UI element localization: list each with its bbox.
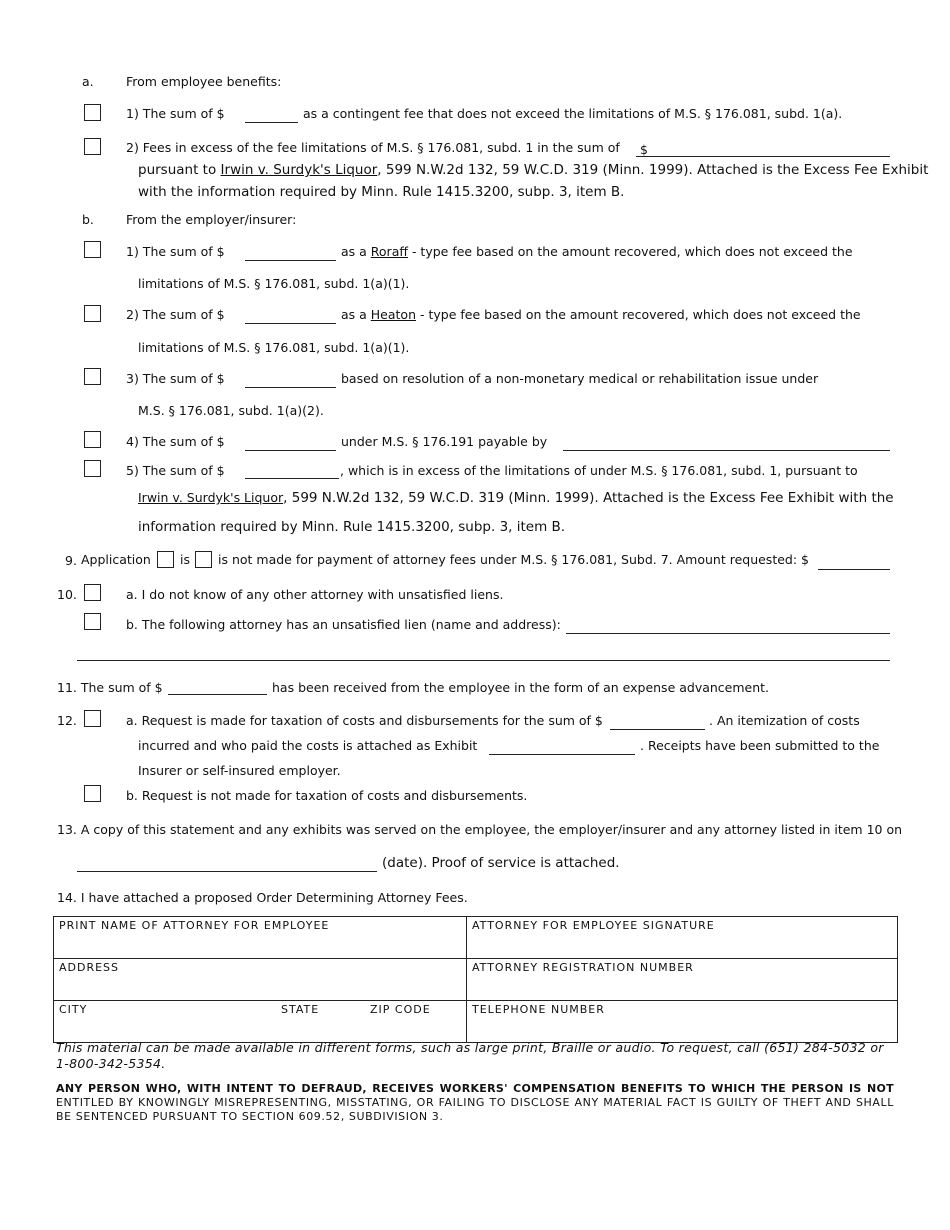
checkbox-item12a[interactable]: [84, 710, 101, 727]
city-label: CITY: [59, 1003, 88, 1016]
item9-is: is: [180, 552, 190, 567]
checkbox-b5[interactable]: [84, 460, 101, 477]
checkbox-b2[interactable]: [84, 305, 101, 322]
checkbox-item9-is[interactable]: [157, 551, 174, 568]
item9-text-pre: Application: [81, 552, 151, 567]
b5-text-pre: 5) The sum of $: [126, 463, 225, 478]
b3-line2: M.S. § 176.081, subd. 1(a)(2).: [138, 403, 324, 418]
b3-text-post: based on resolution of a non-monetary medical or rehabilitation issue under: [341, 371, 819, 386]
accessibility-note: This material can be made available in different forms, such as large print, Braille or audio. To request, call (651) 284-5032 or 1-800-342-5354.: [56, 1040, 884, 1071]
checkbox-item10b[interactable]: [84, 613, 101, 630]
item12a-text: a. Request is made for taxation of costs and disbursements for the sum of $: [126, 713, 603, 728]
item12a-line2-post: . Receipts have been submitted to the: [640, 738, 880, 753]
checkbox-item10a[interactable]: [84, 584, 101, 601]
a2-amount-field[interactable]: [636, 156, 890, 157]
a1-text-pre: 1) The sum of $: [126, 106, 225, 121]
b3-amount-field[interactable]: [245, 387, 336, 388]
item12a-line2: incurred and who paid the costs is attached as Exhibit: [138, 738, 478, 753]
a2-text-pre: 2) Fees in excess of the fee limitations of M.S. § 176.081, subd. 1 in the sum of: [126, 140, 620, 155]
item12a-amount-field[interactable]: [610, 729, 705, 730]
a2-line3: with the information required by Minn. Rule 1415.3200, subp. 3, item B.: [138, 184, 625, 200]
section-a-heading: From employee benefits:: [126, 74, 282, 89]
item9-text-post: is not made for payment of attorney fees under M.S. § 176.081, Subd. 7. Amount requested: $: [218, 552, 809, 567]
item11-amount-field[interactable]: [168, 694, 267, 695]
address-cell[interactable]: [54, 959, 467, 1001]
item12-exhibit-field[interactable]: [489, 754, 635, 755]
fraud-warning: ANY PERSON WHO, WITH INTENT TO DEFRAUD, RECEIVES WORKERS' COMPENSATION BENEFITS TO WHICH THE PERSON IS NOT ENTITLED BY KNOWINGLY MISREPRESENTING, MISSTATING, OR FAILING TO DISCLOSE ANY MATERIAL FACT IS GUILTY OF THEFT AND SHALL BE SENTENCED PURSUANT TO SECTION 609.52, SUBDIVISION 3.: [56, 1082, 894, 1123]
a1-text-post: as a contingent fee that does not exceed the limitations of M.S. § 176.081, subd. 1(a).: [303, 106, 843, 121]
item11-text-pre: 11. The sum of $: [57, 680, 163, 695]
registration-cell[interactable]: [467, 959, 898, 1001]
item9-amount-field[interactable]: [818, 569, 890, 570]
item12a-line3: Insurer or self-insured employer.: [138, 763, 341, 778]
print-name-label: PRINT NAME OF ATTORNEY FOR EMPLOYEE: [59, 919, 330, 932]
section-b-heading: From the employer/insurer:: [126, 212, 297, 227]
city-state-zip-cell[interactable]: [54, 1001, 467, 1043]
item10a-text: a. I do not know of any other attorney with unsatisfied liens.: [126, 587, 504, 602]
a2-case-name: Irwin v. Surdyk's Liquor: [220, 162, 378, 178]
signature-label: ATTORNEY FOR EMPLOYEE SIGNATURE: [472, 919, 715, 932]
item12a-text-post: . An itemization of costs: [709, 713, 860, 728]
b4-text-pre: 4) The sum of $: [126, 434, 225, 449]
item12b-text: b. Request is not made for taxation of costs and disbursements.: [126, 788, 528, 803]
item12-number: 12.: [57, 713, 77, 728]
b4-amount-field[interactable]: [245, 450, 336, 451]
a1-amount-field[interactable]: [245, 122, 298, 123]
item13-line2: (date). Proof of service is attached.: [382, 855, 620, 871]
b3-text-pre: 3) The sum of $: [126, 371, 225, 386]
state-label: STATE: [281, 1003, 320, 1016]
b2-text-post: as a Heaton - type fee based on the amount recovered, which does not exceed the: [341, 307, 861, 322]
item10-number: 10.: [57, 587, 77, 602]
checkbox-item9-is-not[interactable]: [195, 551, 212, 568]
b5-amount-field[interactable]: [245, 478, 339, 479]
b5-line2: Irwin v. Surdyk's Liquor, 599 N.W.2d 132, 59 W.C.D. 319 (Minn. 1999). Attached is the Excess Fee Exhibit with the: [138, 490, 894, 506]
item10b-text: b. The following attorney has an unsatisfied lien (name and address):: [126, 617, 561, 632]
b1-text-post: as a Roraff - type fee based on the amount recovered, which does not exceed the: [341, 244, 853, 259]
b5-text-post: , which is in excess of the limitations of under M.S. § 176.081, subd. 1, pursuant to: [340, 463, 858, 478]
signature-cell[interactable]: [467, 917, 898, 959]
item13-text: 13. A copy of this statement and any exhibits was served on the employee, the employer/insurer and any attorney listed in item 10 on: [57, 822, 903, 837]
b2-line2: limitations of M.S. § 176.081, subd. 1(a)(1).: [138, 340, 410, 355]
b1-line2: limitations of M.S. § 176.081, subd. 1(a)(1).: [138, 276, 410, 291]
item10b-attorney-field[interactable]: [566, 633, 890, 634]
telephone-label: TELEPHONE NUMBER: [472, 1003, 605, 1016]
checkbox-b1[interactable]: [84, 241, 101, 258]
item13-date-field[interactable]: [77, 871, 377, 872]
b4-text-post: under M.S. § 176.191 payable by: [341, 434, 548, 449]
section-a-label: a.: [82, 74, 94, 89]
a2-line2: pursuant to Irwin v. Surdyk's Liquor, 599 N.W.2d 132, 59 W.C.D. 319 (Minn. 1999). Attached is the Excess Fee Exhibit: [138, 162, 929, 178]
a2-dollar: $: [640, 142, 648, 157]
item9-number: 9.: [65, 553, 77, 568]
b1-text-pre: 1) The sum of $: [126, 244, 225, 259]
checkbox-a1[interactable]: [84, 104, 101, 121]
checkbox-item12b[interactable]: [84, 785, 101, 802]
b5-case-name: Irwin v. Surdyk's Liquor: [138, 490, 284, 505]
registration-label: ATTORNEY REGISTRATION NUMBER: [472, 961, 694, 974]
section-b-label: b.: [82, 212, 94, 227]
address-label: ADDRESS: [59, 961, 120, 974]
b1-amount-field[interactable]: [245, 260, 336, 261]
item11-text-post: has been received from the employee in the form of an expense advancement.: [272, 680, 770, 695]
telephone-cell[interactable]: [467, 1001, 898, 1043]
item14-text: 14. I have attached a proposed Order Determining Attorney Fees.: [57, 890, 468, 905]
print-name-cell[interactable]: [54, 917, 467, 959]
b4-payable-by-field[interactable]: [563, 450, 890, 451]
checkbox-b4[interactable]: [84, 431, 101, 448]
checkbox-a2[interactable]: [84, 138, 101, 155]
checkbox-b3[interactable]: [84, 368, 101, 385]
b2-text-pre: 2) The sum of $: [126, 307, 225, 322]
item10b-attorney-field-line2[interactable]: [77, 660, 890, 661]
zip-label: ZIP CODE: [370, 1003, 431, 1016]
b5-line3: information required by Minn. Rule 1415.3200, subp. 3, item B.: [138, 519, 566, 535]
b2-amount-field[interactable]: [245, 323, 336, 324]
signature-table: [53, 916, 898, 1043]
